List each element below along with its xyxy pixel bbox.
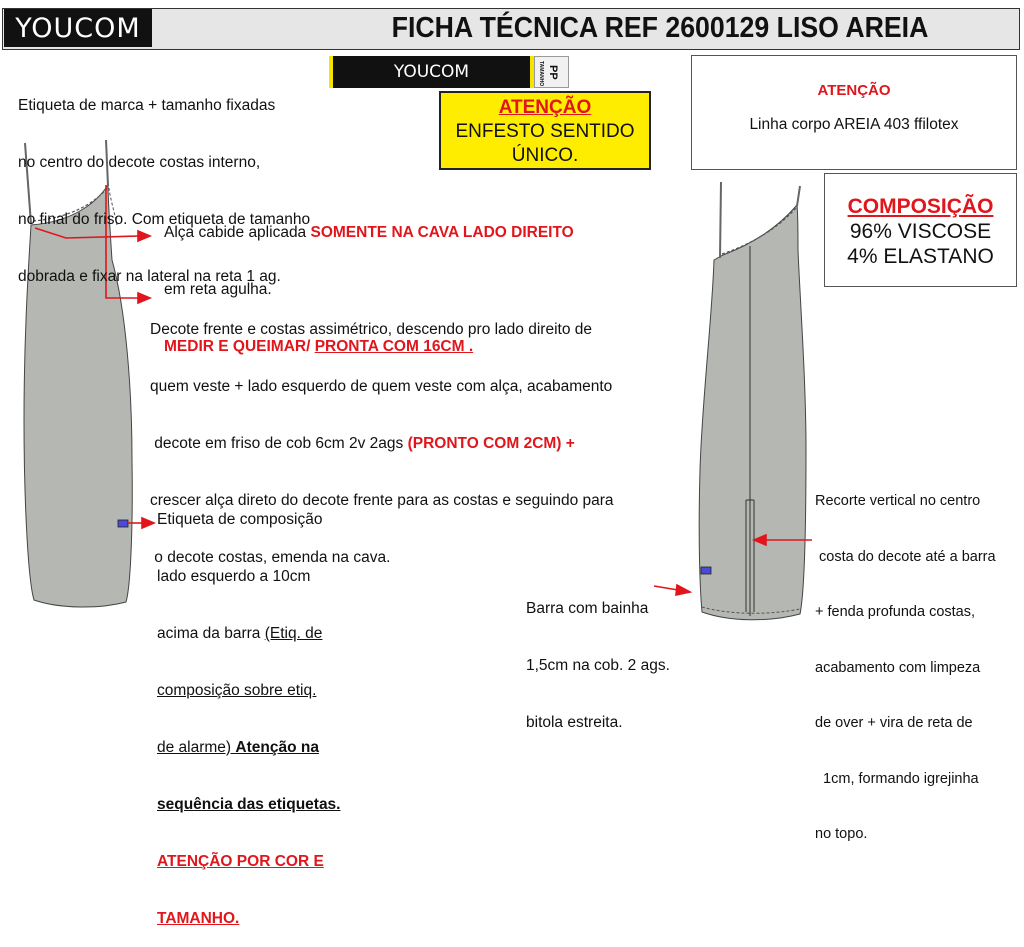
thread-spec: Linha corpo AREIA 403 ffilotex — [749, 116, 959, 133]
hem-line-1: Barra com bainha — [526, 600, 649, 617]
size-label-caption: TAMANHO — [538, 61, 544, 87]
warning-line-2: ÚNICO. — [511, 145, 579, 166]
brand-label-illustration — [329, 56, 569, 88]
brand-label: YOUCOM — [329, 56, 534, 88]
back-label-marker — [701, 567, 711, 574]
back-seam-3: + fenda profunda costas, — [815, 604, 976, 620]
neck-line-4: crescer alça direto do decote frente para as costas e seguindo para — [150, 492, 614, 509]
back-seam-7: no topo. — [815, 826, 868, 842]
composition-line-1: 96% VISCOSE — [849, 220, 992, 243]
back-seam-6: 1cm, formando igrejinha — [815, 770, 979, 787]
neck-line-5: o decote costas, emenda na cava. — [150, 549, 391, 566]
strap-text: Alça cabide aplicada — [164, 224, 311, 241]
composition-title: COMPOSIÇÃO — [847, 195, 994, 218]
hem-note — [526, 561, 670, 751]
neck-line-2: quem veste + lado esquerdo de quem veste com alça, acabamento — [150, 378, 613, 395]
back-seam-note — [815, 455, 996, 862]
strap-measure-u: PRONTA COM 16CM . — [314, 338, 474, 355]
brand-label-note: Etiqueta de marca + tamanho fixadas no centro do decote costas interno, no final do friso. Com etiqueta de tamanho dobrada e fixar na lateral na reta 1 ag. — [18, 97, 311, 285]
comp-note-7: ATENÇÃO POR COR E — [157, 853, 324, 870]
back-strap-left — [720, 182, 721, 258]
size-label-value: PP — [547, 65, 559, 80]
size-label — [534, 56, 569, 88]
strap-measure: MEDIR E QUEIMAR/ — [164, 338, 315, 355]
back-seam-2: costa do decote até a barra — [815, 548, 996, 565]
back-strap-right — [797, 186, 800, 206]
comp-note-4: composição sobre etiq. — [157, 682, 317, 699]
comp-note-3: acima da barra — [157, 625, 265, 642]
composition-line-2: 4% ELASTANO — [847, 245, 994, 268]
comp-note-3-u: (Etiq. de — [264, 625, 323, 642]
attention-title: ATENÇÃO — [817, 82, 891, 99]
hem-line-2: 1,5cm na cob. 2 ags. — [526, 657, 670, 674]
back-dress — [699, 205, 806, 620]
comp-note-8: TAMANHO. — [157, 910, 240, 927]
brand-logo: YOUCOM — [4, 9, 152, 47]
composition-box — [824, 173, 1017, 287]
neck-line-1: Decote frente e costas assimétrico, descendo pro lado direito de — [150, 321, 592, 338]
back-seam-4: acabamento com limpeza — [815, 659, 981, 676]
attention-box — [691, 55, 1017, 170]
warning-box — [439, 91, 651, 170]
warning-title: ATENÇÃO — [498, 97, 592, 118]
neck-line-3-red: (PRONTO COM 2CM) + — [407, 435, 575, 452]
comp-note-1: Etiqueta de composição — [157, 511, 323, 528]
neck-line-3: decote em friso de cob 6cm 2v 2ags — [150, 435, 408, 452]
composition-label-note — [157, 472, 341, 947]
comp-note-6: sequência das etiquetas. — [157, 796, 341, 813]
hem-line-3: bitola estreita. — [526, 714, 623, 731]
strap-text-2: em reta agulha. — [164, 281, 272, 298]
comp-note-2: lado esquerdo a 10cm — [157, 568, 311, 585]
page-title: FICHA TÉCNICA REF 2600129 LISO AREIA — [391, 11, 929, 44]
warning-line-1: ENFESTO SENTIDO — [455, 121, 635, 142]
comp-note-5: de alarme) — [157, 739, 236, 756]
strap-text-red: SOMENTE NA CAVA LADO DIREITO — [310, 224, 574, 241]
comp-note-5-b: Atenção na — [235, 739, 319, 756]
composition-label-marker — [118, 520, 128, 527]
back-seam-1: Recorte vertical no centro — [815, 493, 981, 509]
back-seam-5: de over + vira de reta de — [815, 715, 973, 731]
